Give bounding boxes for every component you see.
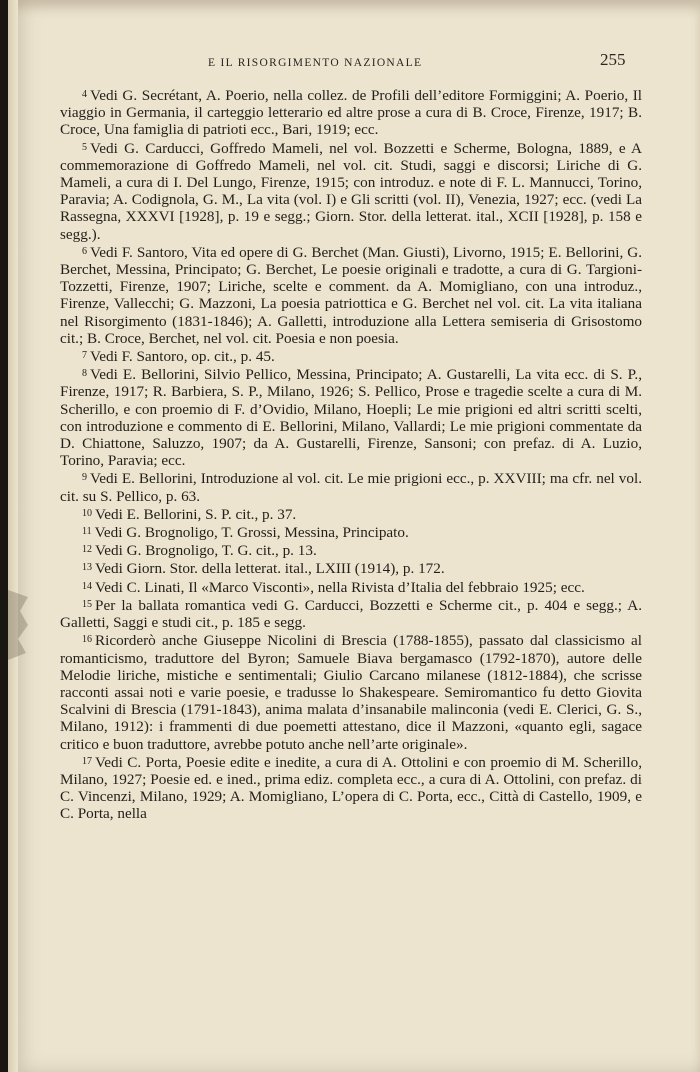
footnote-text: Vedi E. Bellorini, Silvio Pellico, Messina, Principato; A. Gustarelli, La vita ecc. di S. P., Firenze, 1917; R. Barbiera, S. P., Milano, 1926; S. Pellico, Prose e tragedie scelte a cura di M. Scherillo, e con proemio di F. d’Ovidio, Milano, Hoepli; Le mie prigioni ed altri scritti scelti, con introduzione e commento di E. Bellorini, Milano, Vallardi; Le mie prigioni commentate da D. Chiattone, Saluzzo, 1907; da A. Gustarelli, Firenze, Sansoni; con prefaz. di A. Luzio, Torino, Paravia; ecc. (60, 366, 642, 470)
footnote-7 (60, 347, 642, 365)
footnote-text: Vedi G. Carducci, Goffredo Mameli, nel vol. Bozzetti e Scherme, Bologna, 1889, e A commemorazione di Goffredo Mameli, nel vol. cit. Studi, saggi e discorsi; Liriche di G. Mameli, a cura di I. Del Lungo, Firenze, 1915; con introduz. e note di F. L. Mannucci, Torino, Paravia; A. Codignola, G. M., La vita (vol. I) e Gli scritti (vol. II), Venezia, 1927; ecc. (vedi La Rassegna, XXXVI [1928], p. 19 e segg.; Giorn. Stor. della letterat. ital., XCII [1928], p. 158 e segg.). (60, 139, 642, 243)
page-header (8, 50, 700, 76)
footnote-text: Vedi G. Brognoligo, T. G. cit., p. 13. (95, 542, 317, 560)
footnote-text: Vedi G. Secrétant, A. Poerio, nella collez. de Profili dell’editore Formiggini; A. Poerio, Il viaggio in Germania, il carteggio letterario ed altre prose a cura di B. Croce, Firenze, 1917; B. Croce, Una famiglia di patrioti ecc., Bari, 1919; ecc. (60, 87, 642, 139)
footnote-13 (60, 559, 642, 577)
page-edge-shadow (8, 0, 18, 1072)
footnote-5 (60, 139, 642, 243)
footnote-14 (60, 578, 642, 596)
footnote-text: Vedi E. Bellorini, S. P. cit., p. 37. (95, 505, 297, 523)
book-page (8, 0, 700, 1072)
footnote-11 (60, 523, 642, 541)
running-head: E IL RISORGIMENTO NAZIONALE (208, 57, 423, 69)
footnote-12 (60, 541, 642, 559)
footnote-17 (60, 753, 642, 823)
footnote-4 (60, 86, 642, 139)
footnote-15 (60, 596, 642, 631)
footnote-text: Vedi E. Bellorini, Introduzione al vol. cit. Le mie prigioni ecc., p. XXVIII; ma cfr. nel vol. cit. su S. Pellico, p. 63. (60, 470, 642, 505)
footnote-number: 8 (82, 368, 87, 380)
footnote-text: Vedi F. Santoro, op. cit., p. 45. (90, 348, 275, 366)
footnote-text: Vedi F. Santoro, Vita ed opere di G. Berchet (Man. Giusti), Livorno, 1915; E. Bellorini, G. Berchet, Messina, Principato; G. Berchet, Le poesie originali e tradotte, a cura di G. Targioni-Tozzetti, Firenze, 1907; Liriche, scelte e comment. da A. Momigliano, con una introduz., Firenze, Vallecchi; G. Mazzoni, La poesia patriottica e G. Berchet nel vol. cit. La vita italiana nel Risorgimento (1831-1846); A. Galletti, introduzione alla Lettera semiseria di Grisostomo cit.; B. Croce, Berchet, nel vol. cit. Poesia e non poesia. (60, 243, 642, 347)
page-number: 255 (600, 50, 626, 69)
footnote-text: Vedi C. Linati, Il «Marco Visconti», nella Rivista d’Italia del febbraio 1925; ecc. (95, 578, 585, 596)
torn-margin (8, 590, 28, 660)
footnote-number: 14 (82, 580, 92, 592)
footnote-number: 12 (82, 544, 92, 556)
footnote-text: Vedi Giorn. Stor. della letterat. ital., LXIII (1914), p. 172. (95, 560, 445, 578)
footnote-number: 6 (82, 245, 87, 257)
footnote-number: 13 (82, 562, 92, 574)
footnote-16 (60, 631, 642, 752)
footnote-number: 9 (82, 472, 87, 484)
footnote-number: 17 (82, 755, 92, 767)
footnote-10 (60, 505, 642, 523)
footnote-number: 10 (82, 507, 92, 519)
footnote-9 (60, 469, 642, 504)
footnote-text: Vedi G. Brognoligo, T. Grossi, Messina, Principato. (94, 524, 409, 542)
footnote-number: 11 (82, 526, 92, 538)
footnote-text: Per la ballata romantica vedi G. Carducci, Bozzetti e Scherme cit., p. 404 e segg.; A. Galletti, Saggi e studi cit., p. 185 e segg. (60, 596, 642, 632)
footnote-number: 4 (82, 89, 87, 100)
footnote-text: Ricorderò anche Giuseppe Nicolini di Brescia (1788-1855), passato dal classicismo al romanticismo, traduttore del Byron; Samuele Biava bergamasco (1792-1870), autore delle Melodie liriche, mistiche e sentimentali; Giulio Carcano milanese (1812-1884), che scrisse racconti assai noti e varie poesie, e tradusse lo Shakespeare. Semiromantico fu detto Giovita Scalvini di Brescia (1791-1843), anima malata d’insanabile malinconia (vedi E. Clerici, G. S., Milano, 1912): i frammenti di due poemetti attestano, dice il Mazzoni, «quanto egli, sagace critico e buon traduttore, avrebbe potuto anche nell’arte originale». (60, 632, 642, 753)
footnote-text: Vedi C. Porta, Poesie edite e inedite, a cura di A. Ottolini e con proemio di M. Scherillo, Milano, 1927; Poesie ed. e ined., prima ediz. completa ecc., a cura di A. Ottolini, con prefaz. di C. Vincenzi, Milano, 1929; A. Momigliano, L’opera di C. Porta, ecc., Città di Castello, 1909, e C. Porta, nella (60, 753, 642, 823)
footnote-8 (60, 365, 642, 469)
footnote-number: 7 (82, 350, 87, 362)
footnote-6 (60, 243, 642, 347)
footnote-number: 5 (82, 141, 87, 153)
footnote-number: 16 (82, 634, 92, 646)
footnote-number: 15 (82, 598, 92, 610)
footnotes (60, 86, 642, 823)
